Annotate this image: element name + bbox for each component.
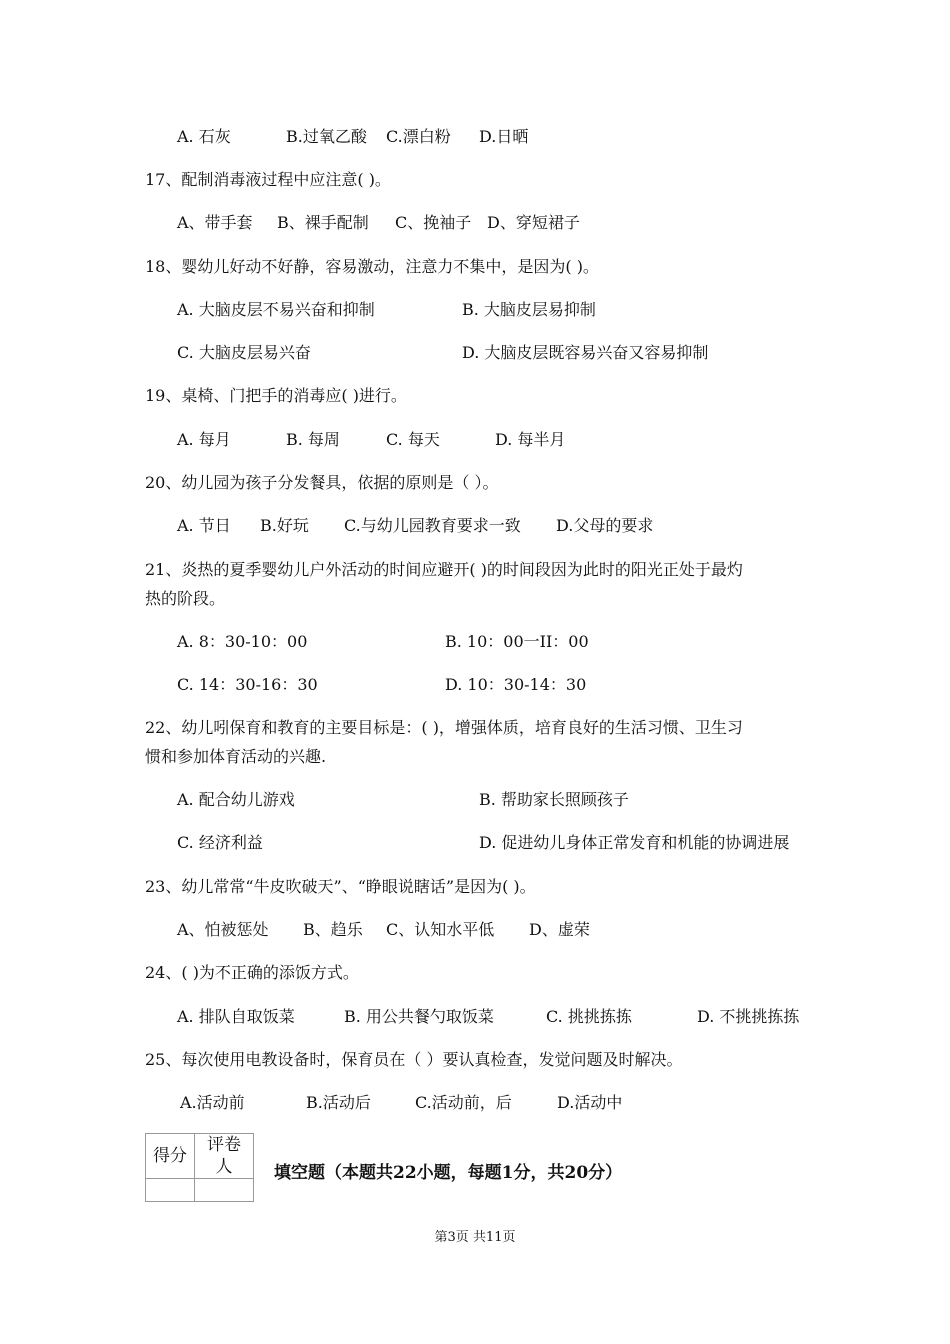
question-23-option-b: B、趋乐 bbox=[303, 920, 363, 939]
question-18-option-a: A. 大脑皮层不易兴奋和抑制 bbox=[177, 300, 375, 319]
question-20-stem: 20、幼儿园为孩子分发餐具，依据的原则是（ ）。 bbox=[145, 473, 499, 492]
question-22-stem: 22、幼儿吲保育和教育的主要目标是：( )，增强体质，培育良好的生活习惯、卫生习 bbox=[145, 718, 743, 737]
q16-option-d: D.日晒 bbox=[479, 127, 529, 146]
question-21-option-c: C. 14：30-16：30 bbox=[177, 675, 318, 694]
question-20-option-c: C.与幼儿园教育要求一致 bbox=[344, 516, 521, 535]
grader-header: 评卷人 bbox=[195, 1134, 254, 1179]
question-23-option-d: D、虚荣 bbox=[529, 920, 590, 939]
question-22-option-d: D. 促进幼儿身体正常发育和机能的协调进展 bbox=[479, 833, 790, 852]
question-20-option-b: B.好玩 bbox=[260, 516, 309, 535]
question-19-stem: 19、桌椅、门把手的消毒应( )进行。 bbox=[145, 386, 407, 405]
question-19-option-c: C. 每天 bbox=[386, 430, 440, 449]
question-17-stem: 17、配制消毒液过程中应注意( )。 bbox=[145, 170, 391, 189]
question-17-option-d: D、穿短裙子 bbox=[487, 213, 580, 232]
question-20-option-a: A. 节日 bbox=[177, 516, 231, 535]
question-23-option-a: A、怕被惩处 bbox=[177, 920, 269, 939]
question-25-option-d: D.活动中 bbox=[557, 1093, 623, 1112]
grader-cell bbox=[195, 1179, 254, 1202]
question-25-stem: 25、每次使用电教设备时，保育员在（ ）要认真检查，发觉问题及时解决。 bbox=[145, 1050, 683, 1069]
question-21-option-a: A. 8：30-10：00 bbox=[177, 632, 308, 651]
question-19-option-b: B. 每周 bbox=[286, 430, 340, 449]
score-cell bbox=[146, 1179, 195, 1202]
score-header: 得分 bbox=[146, 1134, 195, 1179]
question-25-option-c: C.活动前，后 bbox=[415, 1093, 512, 1112]
question-24-option-d: D. 不挑挑拣拣 bbox=[697, 1007, 800, 1026]
question-24-option-a: A. 排队自取饭菜 bbox=[177, 1007, 295, 1026]
question-21-stem: 21、炎热的夏季婴幼儿户外活动的时间应避开( )的时间段因为此时的阳光正处于最灼 bbox=[145, 560, 743, 579]
question-21-option-d: D. 10：30-14：30 bbox=[445, 675, 587, 694]
question-25-option-a: A.活动前 bbox=[180, 1093, 245, 1112]
question-25-option-b: B.活动后 bbox=[306, 1093, 371, 1112]
question-24-stem: 24、( )为不正确的添饭方式。 bbox=[145, 963, 359, 982]
question-17-option-a: A、带手套 bbox=[177, 213, 253, 232]
page-footer: 第3页 共11页 bbox=[434, 1230, 516, 1245]
question-17-option-c: C、挽袖子 bbox=[395, 213, 472, 232]
question-21-option-b: B. 10：00一II：00 bbox=[445, 632, 589, 651]
q16-option-b: B.过氧乙酸 bbox=[286, 127, 367, 146]
question-23-option-c: C、认知水平低 bbox=[386, 920, 495, 939]
question-18-option-d: D. 大脑皮层既容易兴奋又容易抑制 bbox=[462, 343, 709, 362]
question-19-option-a: A. 每月 bbox=[177, 430, 231, 449]
question-20-option-d: D.父母的要求 bbox=[556, 516, 654, 535]
question-17-option-b: B、裸手配制 bbox=[277, 213, 369, 232]
score-table bbox=[145, 1133, 254, 1202]
question-18-option-b: B. 大脑皮层易抑制 bbox=[462, 300, 596, 319]
question-24-option-c: C. 挑挑拣拣 bbox=[546, 1007, 632, 1026]
question-19-option-d: D. 每半月 bbox=[495, 430, 566, 449]
question-18-option-c: C. 大脑皮层易兴奋 bbox=[177, 343, 311, 362]
question-22-option-b: B. 帮助家长照顾孩子 bbox=[479, 790, 629, 809]
question-23-stem: 23、幼儿常常“牛皮吹破天”、“睁眼说瞎话”是因为( )。 bbox=[145, 877, 536, 896]
question-22-stem-cont: 惯和参加体育活动的兴趣. bbox=[145, 747, 327, 766]
question-24-option-b: B. 用公共餐勺取饭菜 bbox=[344, 1007, 494, 1026]
question-22-option-c: C. 经济利益 bbox=[177, 833, 263, 852]
question-22-option-a: A. 配合幼儿游戏 bbox=[177, 790, 295, 809]
q16-option-c: C.漂白粉 bbox=[386, 127, 451, 146]
question-18-stem: 18、婴幼儿好动不好静，容易激动，注意力不集中，是因为( )。 bbox=[145, 257, 599, 276]
q16-option-a: A. 石灰 bbox=[177, 127, 231, 146]
section-title: 填空题（本题共22小题，每题1分，共20分） bbox=[274, 1163, 623, 1183]
question-21-stem-cont: 热的阶段。 bbox=[145, 589, 226, 608]
